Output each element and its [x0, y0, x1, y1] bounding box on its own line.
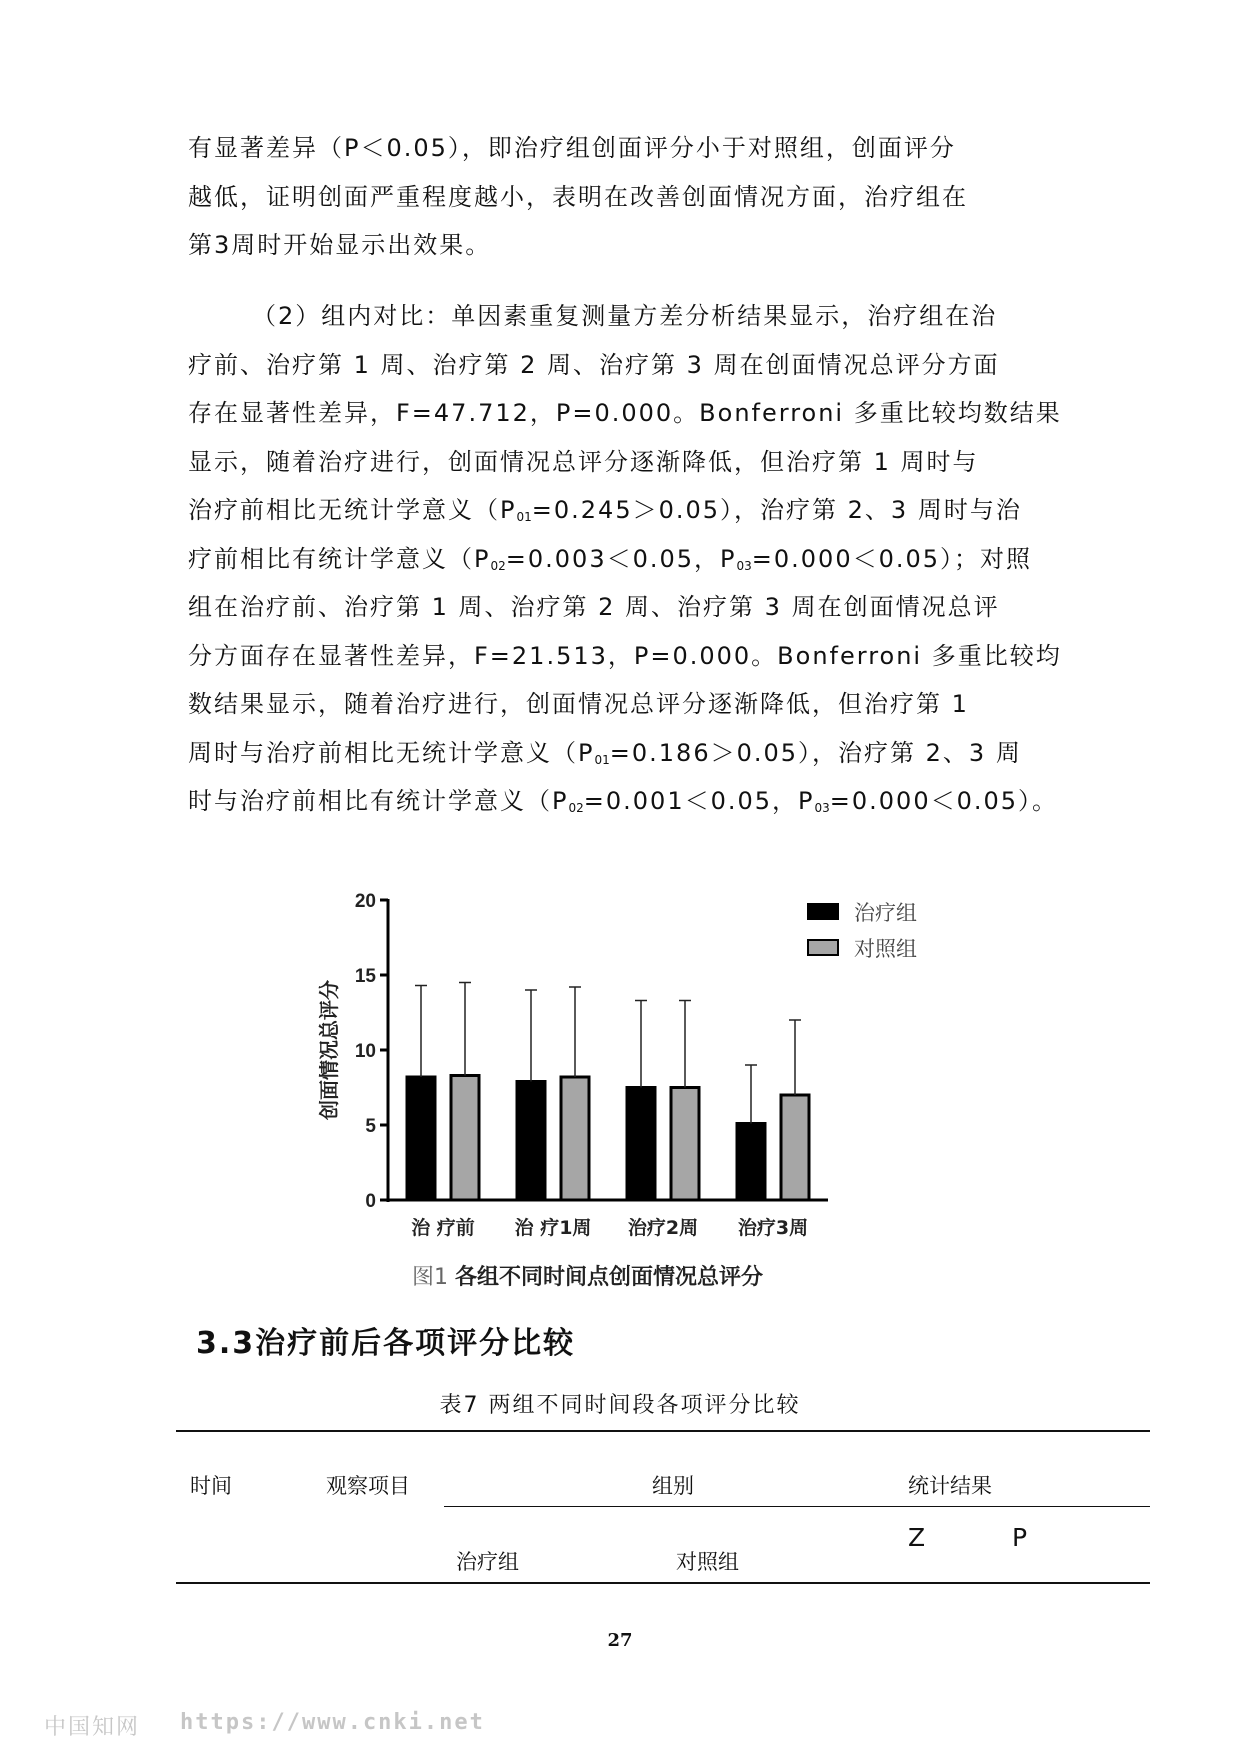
bar-treatment — [737, 1124, 765, 1201]
watermark-url: https://www.cnki.net — [180, 1710, 485, 1735]
header-treatment: 治疗组 — [456, 1550, 519, 1574]
text-line: 组在治疗前、治疗第 1 周、治疗第 2 周、治疗第 3 周在创面情况总评 — [188, 593, 1000, 621]
subscript: 02 — [568, 801, 584, 815]
text-line: 越低，证明创面严重程度越小，表明在改善创面情况方面，治疗组在 — [188, 182, 968, 211]
table-mid-rule — [444, 1506, 1150, 1507]
header-stats: 统计结果 — [908, 1474, 992, 1498]
text-span: =0.000＜0.05）。 — [829, 787, 1059, 815]
bar-control — [781, 1095, 809, 1200]
text-span: =0.001＜0.05，P — [583, 787, 815, 815]
legend-swatch — [808, 904, 838, 919]
bar-treatment — [407, 1077, 435, 1200]
x-tick-label: 治 疗前 — [411, 1217, 475, 1239]
bar-control — [671, 1088, 699, 1201]
caption-prefix: 图1 — [412, 1265, 455, 1290]
table-top-rule — [176, 1430, 1150, 1432]
bar-chart — [290, 880, 1070, 1250]
text-line: 分方面存在显著性差异，F=21.513，P=0.000。Bonferroni 多重比较均 — [188, 641, 1062, 670]
figure-caption — [412, 1260, 763, 1291]
y-tick-label: 15 — [354, 966, 376, 987]
text-span: 疗前相比有统计学意义（P — [188, 544, 491, 573]
subscript: 02 — [490, 558, 506, 573]
text-span: =0.186＞0.05），治疗第 2、3 周 — [609, 738, 1022, 767]
y-tick-label: 0 — [365, 1191, 376, 1212]
header-z: Z — [908, 1523, 926, 1552]
table-bottom-rule — [176, 1582, 1150, 1584]
header-p: P — [1012, 1523, 1028, 1552]
page-number: 27 — [607, 1630, 633, 1651]
y-tick-label: 5 — [365, 1116, 376, 1137]
text-span: 周时与治疗前相比无统计学意义（P — [188, 738, 595, 767]
header-time: 时间 — [190, 1474, 232, 1498]
text-line: 有显著差异（P＜0.05），即治疗组创面评分小于对照组，创面评分 — [188, 134, 956, 162]
text-line: 疗前、治疗第 1 周、治疗第 2 周、治疗第 3 周在创面情况总评分方面 — [188, 350, 1000, 379]
text-span: =0.003＜0.05，P — [505, 544, 737, 573]
body-paragraph-1 — [188, 124, 1060, 270]
text-line: 第3周时开始显示出效果。 — [188, 231, 492, 259]
text-line: 存在显著性差异，F=47.712，P=0.000。Bonferroni 多重比较均数结果 — [188, 399, 1062, 427]
text-line — [188, 535, 1060, 584]
legend-label: 治疗组 — [854, 901, 917, 925]
subscript: 03 — [814, 801, 830, 815]
y-tick-label: 20 — [354, 891, 376, 912]
bar-control — [561, 1077, 589, 1200]
x-tick-label: 治疗2周 — [627, 1217, 699, 1239]
y-tick-label: 10 — [354, 1041, 376, 1062]
text-line — [188, 486, 1060, 535]
text-line: （2）组内对比：单因素重复测量方差分析结果显示，治疗组在治 — [252, 302, 998, 330]
bar-treatment — [517, 1082, 545, 1201]
x-tick-label: 治 疗1周 — [514, 1217, 592, 1239]
caption-text: 各组不同时间点创面情况总评分 — [455, 1265, 764, 1290]
watermark-site: 中国知网 — [44, 1715, 141, 1740]
bar-control — [451, 1076, 479, 1201]
text-line — [188, 777, 1060, 826]
table-title: 表7 两组不同时间段各项评分比较 — [439, 1393, 801, 1418]
subscript: 01 — [516, 510, 532, 524]
header-group: 组别 — [652, 1474, 694, 1498]
bar-treatment — [627, 1088, 655, 1201]
text-span: =0.000＜0.05）；对照 — [751, 544, 1033, 573]
header-item: 观察项目 — [326, 1474, 410, 1498]
text-span: 治疗前相比无统计学意义（P — [188, 496, 517, 524]
text-span: 时与治疗前相比有统计学意义（P — [188, 787, 569, 815]
subscript: 03 — [736, 558, 752, 573]
text-line: 数结果显示，随着治疗进行，创面情况总评分逐渐降低，但治疗第 1 — [188, 690, 969, 718]
y-axis-label: 创面情况总评分 — [317, 980, 341, 1120]
text-span: =0.245＞0.05），治疗第 2、3 周时与治 — [531, 496, 1022, 524]
x-tick-label: 治疗3周 — [737, 1217, 809, 1239]
text-line — [188, 729, 1060, 778]
header-control: 对照组 — [676, 1550, 739, 1574]
body-paragraph-2 — [188, 292, 1060, 826]
legend-swatch — [808, 940, 838, 955]
legend-label: 对照组 — [854, 937, 917, 961]
section-heading: 3.3治疗前后各项评分比较 — [196, 1326, 576, 1361]
text-line: 显示，随着治疗进行，创面情况总评分逐渐降低，但治疗第 1 周时与 — [188, 447, 979, 476]
subscript: 01 — [594, 752, 610, 767]
